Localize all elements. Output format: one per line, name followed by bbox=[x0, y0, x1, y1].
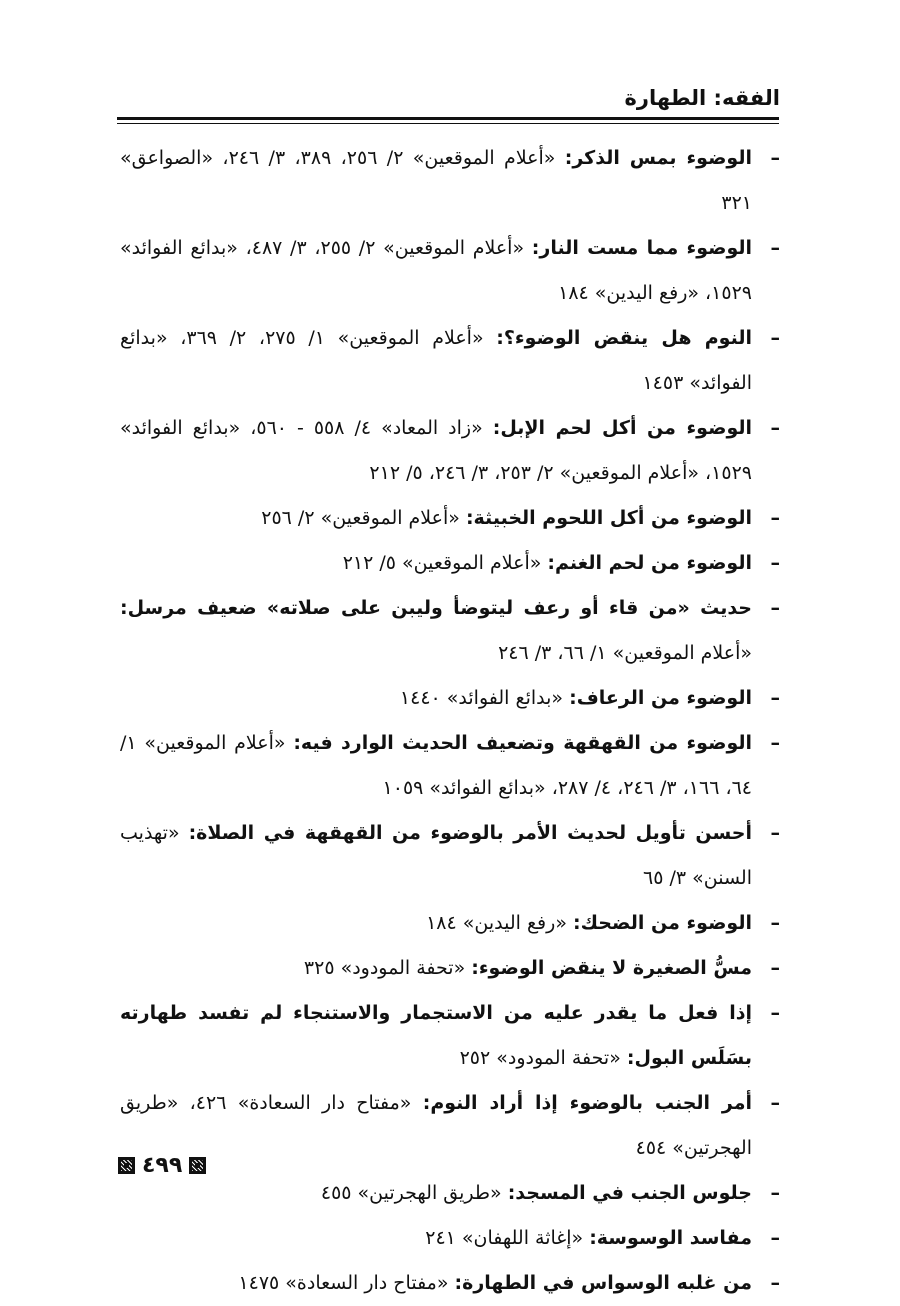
entry-dash: – bbox=[770, 327, 780, 349]
entry-references: «إغاثة اللهفان» ٢٤١ bbox=[425, 1227, 584, 1249]
entry-topic: جلوس الجنب في المسجد: bbox=[507, 1182, 752, 1204]
entry-dash: – bbox=[770, 687, 780, 709]
entry-topic: الوضوء من أكل لحم الإبل: bbox=[492, 417, 753, 439]
entry-dash: – bbox=[770, 1092, 780, 1114]
entry-topic: الوضوء من أكل اللحوم الخبيثة: bbox=[465, 507, 752, 529]
index-entry bbox=[120, 676, 780, 721]
entry-references: «أعلام الموقعين» ١/ ٢٧٥، ٢/ ٣٦٩، «بدائع الفوائد» ١٤٥٣ bbox=[120, 327, 752, 394]
page-footer bbox=[118, 1153, 206, 1178]
entry-references: «أعلام الموقعين» ٢/ ٢٥٦، ٣٨٩، ٣/ ٢٤٦، «الصواعق» ٣٢١ bbox=[120, 147, 752, 214]
entry-references: «أعلام الموقعين» ٢/ ٢٥٦ bbox=[261, 507, 460, 529]
index-entry bbox=[120, 586, 780, 676]
entry-dash: – bbox=[770, 912, 780, 934]
entry-references: «رفع اليدين» ١٨٤ bbox=[426, 912, 567, 934]
entry-dash: – bbox=[770, 1182, 780, 1204]
entry-dash: – bbox=[770, 1272, 780, 1294]
entry-references: «أعلام الموقعين» ٢/ ٢٥٥، ٣/ ٤٨٧، «بدائع الفوائد» ١٥٢٩، «رفع اليدين» ١٨٤ bbox=[120, 237, 752, 304]
index-entry bbox=[120, 811, 780, 901]
index-entry bbox=[120, 226, 780, 316]
index-entry bbox=[120, 946, 780, 991]
entry-dash: – bbox=[770, 732, 780, 754]
entry-topic: إذا فعل ما يقدر عليه من الاستجمار والاستنجاء لم تفسد طهارته بسَلَس البول: bbox=[120, 1002, 752, 1069]
entry-dash: – bbox=[770, 1227, 780, 1249]
entry-dash: – bbox=[770, 552, 780, 574]
index-entry bbox=[120, 901, 780, 946]
index-entry bbox=[120, 541, 780, 586]
entry-references: «مفتاح دار السعادة» ١٤٧٥ bbox=[238, 1272, 449, 1294]
index-entry bbox=[120, 1081, 780, 1171]
index-entry bbox=[120, 1171, 780, 1216]
index-entry bbox=[120, 316, 780, 406]
entry-topic: مسُّ الصغيرة لا ينقض الوضوء: bbox=[471, 957, 752, 979]
entry-references: «أعلام الموقعين» ٥/ ٢١٢ bbox=[342, 552, 542, 574]
entry-topic: الوضوء بمس الذكر: bbox=[564, 147, 752, 169]
entry-topic: من غلبه الوسواس في الطهارة: bbox=[454, 1272, 752, 1294]
running-head: الفقه: الطهارة bbox=[624, 86, 780, 110]
entry-topic: أمر الجنب بالوضوء إذا أراد النوم: bbox=[422, 1092, 752, 1114]
index-entry bbox=[120, 136, 780, 226]
entry-dash: – bbox=[770, 957, 780, 979]
entry-topic: الوضوء من الضحك: bbox=[573, 912, 752, 934]
entry-topic: مفاسد الوسوسة: bbox=[589, 1227, 752, 1249]
entry-references: «أعلام الموقعين» ١/ ٦٦، ٣/ ٢٤٦ bbox=[498, 642, 752, 664]
entry-references: «تحفة المودود» ٢٥٢ bbox=[459, 1047, 621, 1069]
entry-topic: الوضوء مما مست النار: bbox=[531, 237, 753, 259]
ornament-right-icon bbox=[189, 1157, 206, 1174]
entry-dash: – bbox=[770, 237, 780, 259]
entry-dash: – bbox=[770, 147, 780, 169]
entry-references: «طريق الهجرتين» ٤٥٥ bbox=[320, 1182, 502, 1204]
header-rule-thick bbox=[117, 117, 779, 120]
ornament-left-icon bbox=[118, 1157, 135, 1174]
index-entries-list bbox=[120, 136, 780, 1306]
entry-references: «تهذيب السنن» ٣/ ٦٥ bbox=[120, 822, 752, 889]
entry-topic: حديث «من قاء أو رعف ليتوضأ وليبن على صلاته» ضعيف مرسل: bbox=[120, 597, 752, 619]
index-entry bbox=[120, 991, 780, 1081]
entry-topic: النوم هل ينقض الوضوء؟: bbox=[496, 327, 752, 349]
entry-references: «أعلام الموقعين» ١/ ٦٤، ١٦٦، ٣/ ٢٤٦، ٤/ ٢٨٧، «بدائع الفوائد» ١٠٥٩ bbox=[120, 732, 752, 799]
entry-references: «تحفة المودود» ٣٢٥ bbox=[303, 957, 466, 979]
entry-references: «زاد المعاد» ٤/ ٥٥٨ - ٥٦٠، «بدائع الفوائد» ١٥٢٩، «أعلام الموقعين» ٢/ ٢٥٣، ٣/ ٢٤٦، ٥/ ٢١٢ bbox=[120, 417, 752, 484]
entry-topic: الوضوء من لحم الغنم: bbox=[547, 552, 752, 574]
page-number: ٤٩٩ bbox=[142, 1153, 183, 1178]
entry-references: «مفتاح دار السعادة» ٤٢٦، «طريق الهجرتين» ٤٥٤ bbox=[120, 1092, 752, 1159]
entry-dash: – bbox=[770, 597, 780, 619]
index-entry bbox=[120, 496, 780, 541]
entry-dash: – bbox=[770, 417, 780, 439]
index-entry bbox=[120, 1216, 780, 1261]
entry-topic: أحسن تأويل لحديث الأمر بالوضوء من القهقهة في الصلاة: bbox=[188, 822, 752, 844]
index-entry bbox=[120, 406, 780, 496]
header-rule-thin bbox=[117, 123, 779, 124]
entry-topic: الوضوء من الرعاف: bbox=[569, 687, 752, 709]
entry-dash: – bbox=[770, 507, 780, 529]
index-entry bbox=[120, 1261, 780, 1306]
index-entry bbox=[120, 721, 780, 811]
entry-dash: – bbox=[770, 1002, 780, 1024]
entry-references: «بدائع الفوائد» ١٤٤٠ bbox=[399, 687, 564, 709]
entry-topic: الوضوء من القهقهة وتضعيف الحديث الوارد فيه: bbox=[293, 732, 753, 754]
entry-dash: – bbox=[770, 822, 780, 844]
